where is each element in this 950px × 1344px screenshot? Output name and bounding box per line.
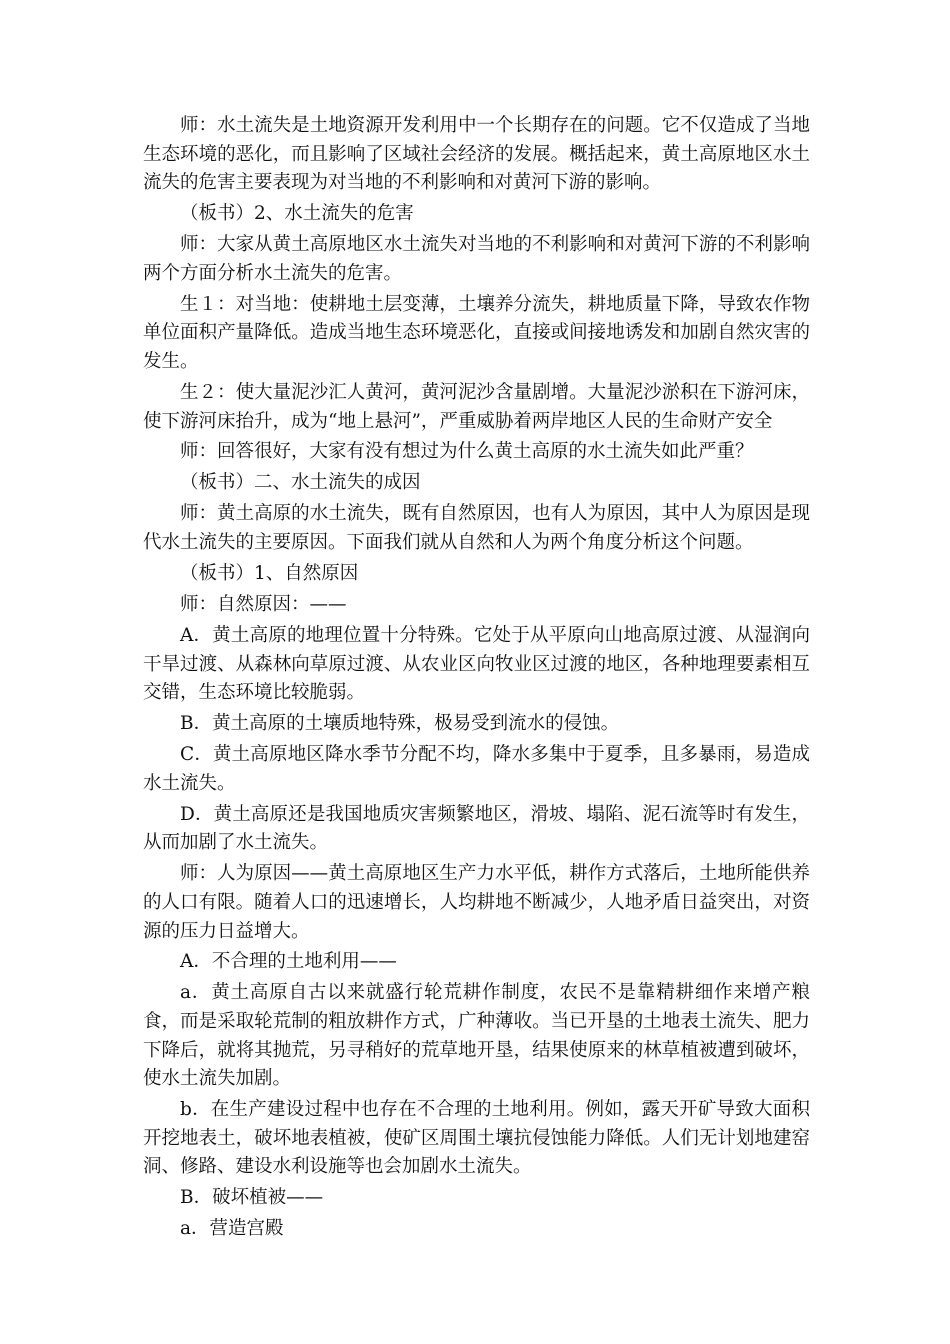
paragraph-11: A．黄土高原的地理位置十分特殊。它处于从平原向山地高原过渡、从湿润向干旱过渡、从森林向草原过渡、从农业区向牧业区过渡的地区，各种地理要素相互交错，生态环境比较脆弱。 [143, 625, 810, 704]
paragraph-10: 师：自然原因：—— [180, 594, 347, 616]
paragraph-1: 师：水土流失是土地资源开发利用中一个长期存在的问题。它不仅造成了当地生态环境的恶化，而且影响了区域社会经济的发展。概括起来，黄土高原地区水土流失的危害主要表现为对当地的不利影响和对黄河下游的影响。 [143, 115, 810, 194]
paragraph-14: D．黄土高原还是我国地质灾害频繁地区，滑坡、塌陷、泥石流等时有发生，从而加剧了水土流失。 [143, 803, 810, 854]
paragraph-4: 生１：对当地：使耕地土层变薄，土壤养分流失，耕地质量下降，导致农作物单位面积产量降低。造成当地生态环境恶化，直接或间接地诱发和加剧自然灾害的发生。 [143, 293, 810, 372]
paragraph-3: 师：大家从黄土高原地区水土流失对当地的不利影响和对黄河下游的不利影响两个方面分析水土流失的危害。 [143, 234, 810, 284]
paragraph-13: C．黄土高原地区降水季节分配不均，降水多集中于夏季，且多暴雨，易造成水土流失。 [143, 744, 810, 794]
paragraph-5: 生２：使大量泥沙汇人黄河，黄河泥沙含量剧增。大量泥沙淤积在下游河床，使下游河床抬升，成为“地上悬河”，严重威胁着两岸地区人民的生命财产安全 [143, 381, 810, 432]
paragraph-6: 师：回答很好，大家有没有想过为什么黄土高原的水土流失如此严重？ [180, 441, 754, 463]
paragraph-16: A．不合理的土地利用—— [180, 951, 397, 973]
paragraph-9: （板书）1、自然原因 [180, 563, 359, 585]
paragraph-7: （板书）二、水土流失的成因 [180, 472, 421, 494]
paragraph-17: a．黄土高原自古以来就盛行轮荒耕作制度，农民不是靠精耕细作来增产粮食，而是采取轮荒制的粗放耕作方式，广种薄收。当已开垦的土地表土流失、肥力下降后，就将其抛荒，另寻稍好的荒草地开垦，结果使原来的林草植被遭到破坏，使水土流失加剧。 [143, 982, 810, 1090]
paragraph-20: a．营造宫殿 [180, 1218, 284, 1240]
paragraph-12: B．黄土高原的土壤质地特殊，极易受到流水的侵蚀。 [180, 713, 620, 735]
paragraph-18: b．在生产建设过程中也存在不合理的土地利用。例如，露天开矿导致大面积开挖地表土，破坏地表植被，使矿区周围土壤抗侵蚀能力降低。人们无计划地建窑洞、修路、建设水利设施等也会加剧水土流失。 [143, 1099, 810, 1178]
document-page [143, 112, 810, 1246]
paragraph-2: （板书）2、水土流失的危害 [180, 203, 414, 225]
paragraph-19: B．破坏植被—— [180, 1187, 324, 1209]
paragraph-8: 师：黄土高原的水土流失，既有自然原因，也有人为原因，其中人为原因是现代水土流失的主要原因。下面我们就从自然和人为两个角度分析这个问题。 [143, 503, 810, 554]
paragraph-15: 师：人为原因——黄土高原地区生产力水平低，耕作方式落后，土地所能供养的人口有限。随着人口的迅速增长，人均耕地不断减少，人地矛盾日益突出，对资源的压力日益增大。 [143, 863, 810, 942]
